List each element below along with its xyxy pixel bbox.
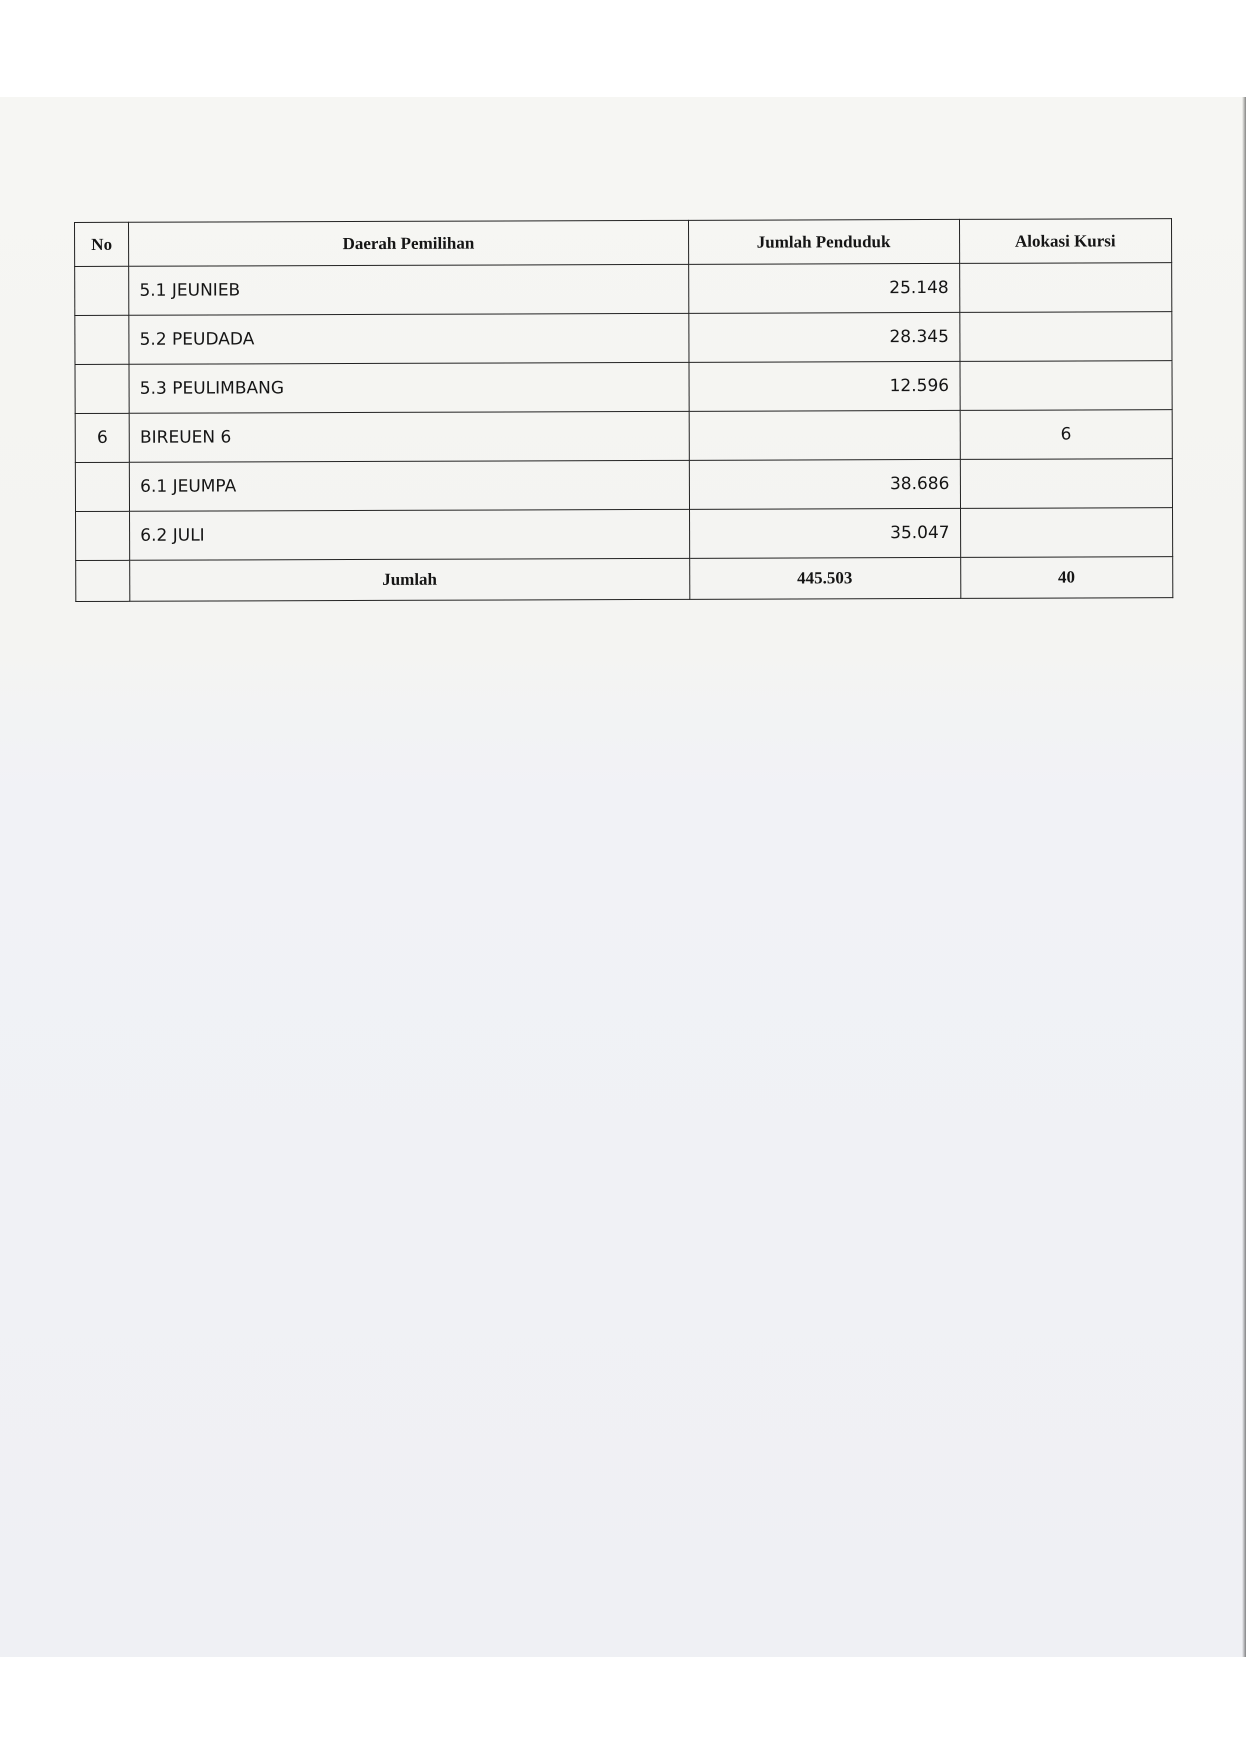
cell-no [75,315,129,364]
page-edge-shadow [1242,97,1246,1657]
table-total-row [76,557,1173,602]
cell-penduduk: 35.047 [689,508,960,558]
cell-daerah: 6.2 JULI [130,509,689,560]
total-label: Jumlah [130,558,689,601]
table-row [75,263,1172,316]
cell-kursi [959,361,1172,411]
total-no-cell [76,560,130,601]
cell-penduduk [689,410,960,460]
cell-daerah: 5.1 JEUNIEB [129,264,688,315]
cell-penduduk: 38.686 [689,459,960,509]
header-jumlah-penduduk: Jumlah Penduduk [688,219,959,264]
cell-kursi [959,263,1172,313]
table-row [76,508,1173,561]
dapil-table [74,218,1173,602]
cell-daerah: BIREUEN 6 [129,411,688,462]
cell-daerah: 5.3 PEULIMBANG [129,362,688,413]
header-alokasi-kursi: Alokasi Kursi [959,219,1172,264]
cell-kursi [960,459,1173,509]
table-row [75,459,1172,512]
cell-kursi [960,508,1173,558]
cell-daerah: 5.2 PEUDADA [129,313,688,364]
total-penduduk: 445.503 [689,557,960,599]
table-row-dapil-heading [75,410,1172,463]
table-row [75,312,1172,365]
total-kursi: 40 [960,557,1173,599]
header-no: No [75,222,129,266]
cell-no [75,364,129,413]
cell-penduduk: 12.596 [689,361,960,411]
cell-kursi: 6 [960,410,1173,460]
cell-no [75,266,129,315]
table-header-row [75,219,1172,267]
cell-no [76,511,130,560]
cell-penduduk: 25.148 [688,263,959,313]
cell-penduduk: 28.345 [688,312,959,362]
cell-daerah: 6.1 JEUMPA [130,460,689,511]
table-row [75,361,1172,414]
header-daerah-pemilihan: Daerah Pemilihan [129,220,688,266]
cell-kursi [959,312,1172,362]
cell-no [75,462,129,511]
cell-no: 6 [75,413,129,462]
